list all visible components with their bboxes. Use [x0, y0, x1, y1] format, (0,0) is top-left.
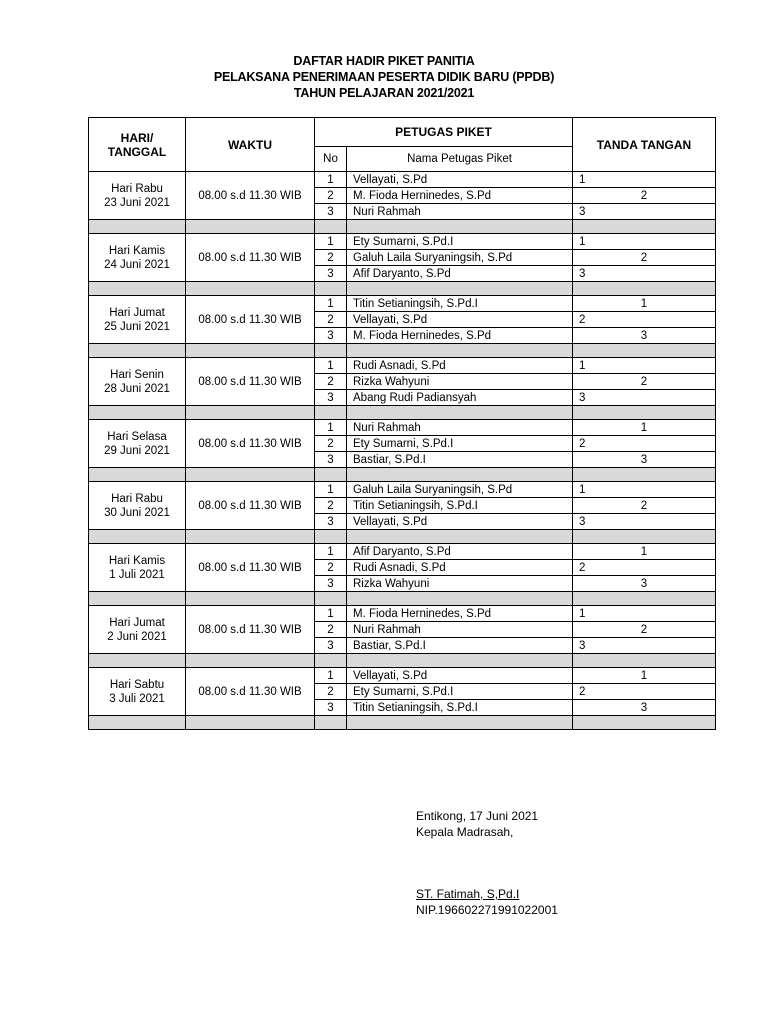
officer-name: Galuh Laila Suryaningsih, S.Pd — [347, 250, 573, 266]
officer-number: 3 — [315, 204, 347, 220]
signature-cell: 2 — [573, 188, 716, 204]
officer-number: 3 — [315, 638, 347, 654]
signature-cell: 3 — [573, 576, 716, 592]
day-date: 23 Juni 2021 — [104, 196, 170, 209]
separator-cell — [347, 220, 573, 234]
signature-cell: 3 — [573, 514, 716, 530]
header-petugas: PETUGAS PIKET — [315, 118, 573, 147]
signature-cell: 3 — [573, 204, 716, 220]
header-nama: Nama Petugas Piket — [347, 147, 573, 172]
officer-number: 1 — [315, 296, 347, 312]
title-line-3: TAHUN PELAJARAN 2021/2021 — [293, 86, 475, 100]
day-date-cell — [89, 296, 186, 344]
header-hari-tanggal — [89, 118, 186, 172]
officer-name: Afif Daryanto, S.Pd — [347, 266, 573, 282]
separator-cell — [89, 282, 186, 296]
day-name: Hari Senin — [110, 368, 164, 381]
officer-number: 2 — [315, 498, 347, 514]
separator-cell — [573, 592, 716, 606]
day-date-cell — [89, 544, 186, 592]
separator-cell — [347, 406, 573, 420]
day-date: 28 Juni 2021 — [104, 382, 170, 395]
signature-cell: 2 — [573, 312, 716, 328]
attendance-body — [89, 172, 716, 730]
signature-cell: 1 — [573, 606, 716, 622]
signature-cell: 2 — [573, 498, 716, 514]
separator-cell — [573, 716, 716, 730]
officer-number: 2 — [315, 374, 347, 390]
separator-cell — [186, 716, 315, 730]
signature-cell: 2 — [573, 374, 716, 390]
signature-cell: 3 — [573, 328, 716, 344]
time-cell: 08.00 s.d 11.30 WIB — [186, 668, 315, 716]
time-cell: 08.00 s.d 11.30 WIB — [186, 234, 315, 282]
separator-row — [89, 406, 716, 420]
officer-number: 1 — [315, 420, 347, 436]
day-name: Hari Jumat — [109, 616, 165, 629]
officer-name: M. Fioda Herninedes, S.Pd — [347, 328, 573, 344]
officer-number: 2 — [315, 684, 347, 700]
signature-cell: 2 — [573, 622, 716, 638]
separator-cell — [315, 654, 347, 668]
separator-cell — [89, 654, 186, 668]
separator-cell — [186, 220, 315, 234]
officer-name: Ety Sumarni, S.Pd.I — [347, 436, 573, 452]
officer-name: Nuri Rahmah — [347, 204, 573, 220]
signature-cell: 3 — [573, 452, 716, 468]
day-name: Hari Rabu — [111, 492, 163, 505]
separator-cell — [89, 530, 186, 544]
officer-number: 2 — [315, 312, 347, 328]
separator-cell — [89, 468, 186, 482]
separator-cell — [347, 654, 573, 668]
separator-cell — [573, 344, 716, 358]
day-name: Hari Kamis — [108, 554, 166, 567]
table-row — [89, 234, 716, 250]
officer-name: Ety Sumarni, S.Pd.I — [347, 684, 573, 700]
officer-number: 3 — [315, 576, 347, 592]
separator-cell — [89, 344, 186, 358]
officer-name: Nuri Rahmah — [347, 420, 573, 436]
officer-name: Vellayati, S.Pd — [347, 172, 573, 188]
day-date: 24 Juni 2021 — [104, 258, 170, 271]
signature-cell: 1 — [573, 296, 716, 312]
signature-cell: 3 — [573, 700, 716, 716]
header-waktu: WAKTU — [186, 118, 315, 172]
day-date-cell — [89, 172, 186, 220]
signer-name: ST. Fatimah, S,Pd.I — [416, 887, 520, 901]
separator-row — [89, 468, 716, 482]
time-cell: 08.00 s.d 11.30 WIB — [186, 358, 315, 406]
day-date-cell — [89, 482, 186, 530]
separator-cell — [186, 654, 315, 668]
officer-number: 1 — [315, 172, 347, 188]
table-row — [89, 420, 716, 436]
day-date: 29 Juni 2021 — [104, 444, 170, 457]
officer-name: Galuh Laila Suryaningsih, S.Pd — [347, 482, 573, 498]
separator-row — [89, 282, 716, 296]
signature-cell: 1 — [573, 668, 716, 684]
separator-cell — [89, 592, 186, 606]
table-row — [89, 296, 716, 312]
signature-cell: 1 — [573, 234, 716, 250]
officer-name: Vellayati, S.Pd — [347, 312, 573, 328]
officer-number: 1 — [315, 606, 347, 622]
signature-cell: 1 — [573, 420, 716, 436]
title-line-1: DAFTAR HADIR PIKET PANITIA — [293, 54, 475, 68]
day-date-cell — [89, 420, 186, 468]
separator-cell — [315, 530, 347, 544]
separator-cell — [347, 344, 573, 358]
separator-cell — [89, 716, 186, 730]
separator-cell — [186, 530, 315, 544]
officer-number: 1 — [315, 544, 347, 560]
officer-name: Rudi Asnadi, S.Pd — [347, 358, 573, 374]
day-name: Hari Jumat — [109, 306, 165, 319]
separator-cell — [347, 592, 573, 606]
signature-cell: 1 — [573, 544, 716, 560]
day-date: 1 Juli 2021 — [109, 568, 165, 581]
separator-cell — [315, 344, 347, 358]
separator-cell — [573, 406, 716, 420]
officer-name: Ety Sumarni, S.Pd.I — [347, 234, 573, 250]
officer-number: 2 — [315, 622, 347, 638]
separator-cell — [573, 530, 716, 544]
signature-cell: 1 — [573, 358, 716, 374]
signature-block — [416, 808, 558, 918]
officer-number: 3 — [315, 700, 347, 716]
officer-name: Titin Setianingsih, S.Pd.I — [347, 296, 573, 312]
table-row — [89, 544, 716, 560]
officer-number: 1 — [315, 234, 347, 250]
time-cell: 08.00 s.d 11.30 WIB — [186, 296, 315, 344]
day-date-cell — [89, 358, 186, 406]
officer-name: Rizka Wahyuni — [347, 576, 573, 592]
separator-cell — [347, 282, 573, 296]
separator-row — [89, 716, 716, 730]
officer-number: 3 — [315, 452, 347, 468]
signature-cell: 3 — [573, 266, 716, 282]
signature-cell: 2 — [573, 436, 716, 452]
signer-nip: NIP.196602271991022001 — [416, 903, 558, 917]
officer-name: Afif Daryanto, S.Pd — [347, 544, 573, 560]
officer-name: Bastiar, S.Pd.I — [347, 452, 573, 468]
separator-cell — [89, 220, 186, 234]
officer-name: Rudi Asnadi, S.Pd — [347, 560, 573, 576]
table-row — [89, 668, 716, 684]
header-tanda-tangan: TANDA TANGAN — [573, 118, 716, 172]
day-date-cell — [89, 668, 186, 716]
officer-name: M. Fioda Herninedes, S.Pd — [347, 188, 573, 204]
officer-number: 2 — [315, 560, 347, 576]
officer-number: 2 — [315, 188, 347, 204]
separator-row — [89, 530, 716, 544]
officer-name: Vellayati, S.Pd — [347, 514, 573, 530]
separator-cell — [186, 282, 315, 296]
title-line-2: PELAKSANA PENERIMAAN PESERTA DIDIK BARU (PPDB) — [213, 70, 555, 84]
separator-cell — [315, 468, 347, 482]
officer-number: 3 — [315, 266, 347, 282]
separator-cell — [315, 716, 347, 730]
table-row — [89, 606, 716, 622]
separator-cell — [186, 344, 315, 358]
header-no: No — [315, 147, 347, 172]
officer-number: 1 — [315, 668, 347, 684]
officer-number: 3 — [315, 514, 347, 530]
separator-cell — [573, 468, 716, 482]
time-cell: 08.00 s.d 11.30 WIB — [186, 172, 315, 220]
day-date-cell — [89, 606, 186, 654]
officer-name: M. Fioda Herninedes, S.Pd — [347, 606, 573, 622]
signature-cell: 2 — [573, 250, 716, 266]
day-date: 3 Juli 2021 — [109, 692, 165, 705]
officer-number: 2 — [315, 250, 347, 266]
time-cell: 08.00 s.d 11.30 WIB — [186, 482, 315, 530]
officer-name: Vellayati, S.Pd — [347, 668, 573, 684]
day-name: Hari Rabu — [111, 182, 163, 195]
separator-row — [89, 344, 716, 358]
officer-name: Abang Rudi Padiansyah — [347, 390, 573, 406]
day-name: Hari Kamis — [108, 244, 166, 257]
time-cell: 08.00 s.d 11.30 WIB — [186, 420, 315, 468]
signature-cell: 1 — [573, 482, 716, 498]
signer-position: Kepala Madrasah, — [416, 825, 514, 839]
separator-cell — [573, 282, 716, 296]
separator-cell — [347, 716, 573, 730]
officer-name: Rizka Wahyuni — [347, 374, 573, 390]
time-cell: 08.00 s.d 11.30 WIB — [186, 606, 315, 654]
signature-cell: 2 — [573, 560, 716, 576]
day-date-cell — [89, 234, 186, 282]
separator-cell — [573, 654, 716, 668]
officer-name: Bastiar, S.Pd.I — [347, 638, 573, 654]
attendance-table — [88, 117, 716, 730]
officer-name: Nuri Rahmah — [347, 622, 573, 638]
signature-cell: 2 — [573, 684, 716, 700]
officer-name: Titin Setianingsih, S.Pd.I — [347, 498, 573, 514]
separator-cell — [315, 406, 347, 420]
separator-row — [89, 220, 716, 234]
separator-row — [89, 654, 716, 668]
table-row — [89, 172, 716, 188]
officer-number: 3 — [315, 390, 347, 406]
signature-cell: 3 — [573, 390, 716, 406]
separator-cell — [573, 220, 716, 234]
signature-cell: 3 — [573, 638, 716, 654]
signature-cell: 1 — [573, 172, 716, 188]
table-row — [89, 482, 716, 498]
day-date: 25 Juni 2021 — [104, 320, 170, 333]
header-tanggal: TANGGAL — [107, 144, 167, 159]
header-hari: HARI/ — [120, 130, 154, 145]
day-name: Hari Sabtu — [109, 678, 165, 691]
separator-cell — [315, 220, 347, 234]
officer-number: 2 — [315, 436, 347, 452]
day-name: Hari Selasa — [107, 430, 167, 443]
separator-cell — [347, 530, 573, 544]
table-row — [89, 358, 716, 374]
separator-cell — [347, 468, 573, 482]
separator-cell — [315, 592, 347, 606]
separator-cell — [89, 406, 186, 420]
day-date: 2 Juni 2021 — [107, 630, 167, 643]
separator-row — [89, 592, 716, 606]
officer-number: 1 — [315, 358, 347, 374]
officer-number: 3 — [315, 328, 347, 344]
separator-cell — [186, 406, 315, 420]
officer-number: 1 — [315, 482, 347, 498]
day-date: 30 Juni 2021 — [104, 506, 170, 519]
separator-cell — [186, 468, 315, 482]
officer-name: Titin Setianingsih, S.Pd.I — [347, 700, 573, 716]
separator-cell — [315, 282, 347, 296]
separator-cell — [186, 592, 315, 606]
time-cell: 08.00 s.d 11.30 WIB — [186, 544, 315, 592]
place-date: Entikong, 17 Juni 2021 — [416, 809, 539, 823]
document-title — [0, 53, 768, 101]
